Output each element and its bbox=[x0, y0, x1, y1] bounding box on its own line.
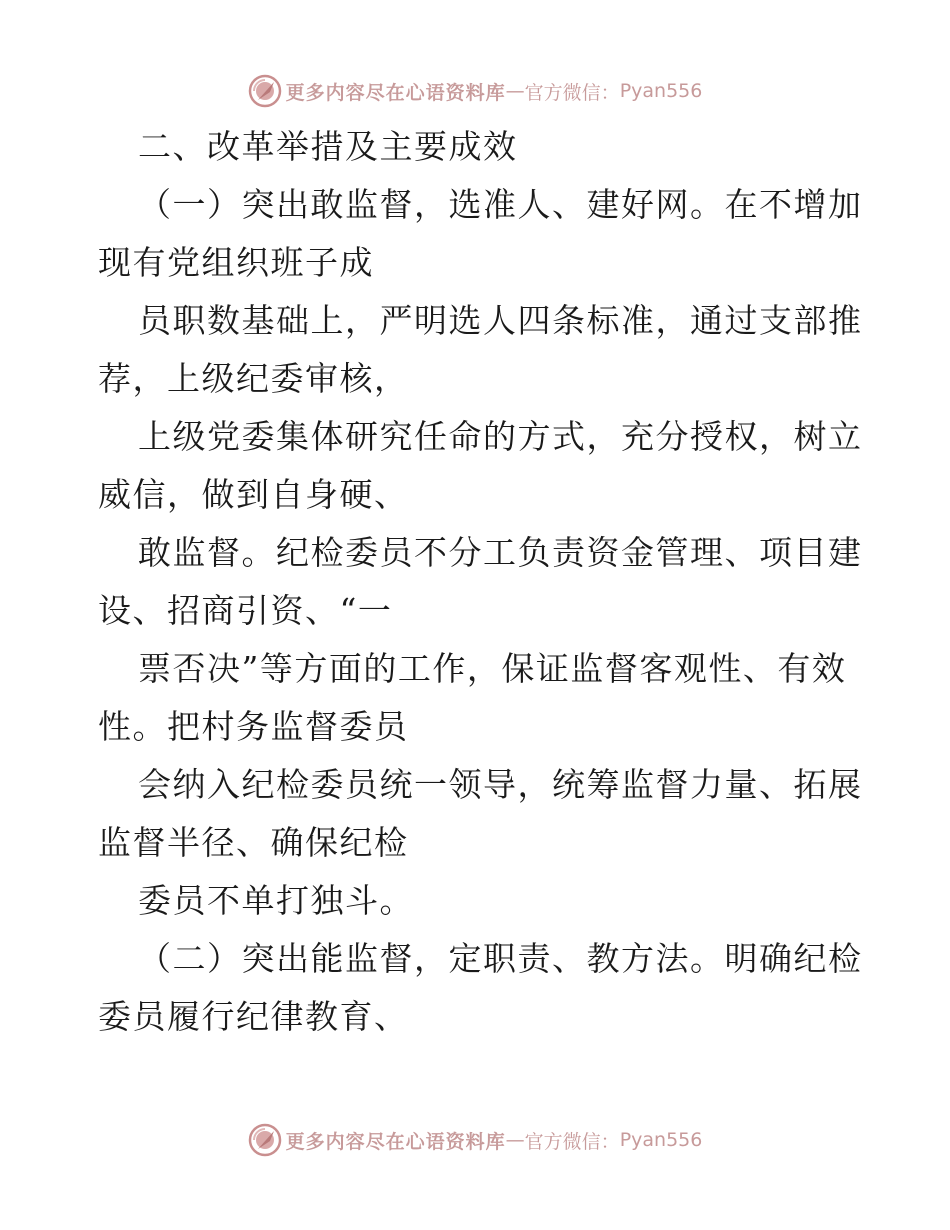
paragraph-line: 会纳入纪检委员统一领导，统筹监督力量、拓展 bbox=[138, 765, 863, 804]
paragraph-line: 票否决”等方面的工作，保证监督客观性、有效 bbox=[138, 649, 847, 688]
paragraph-line: 设、招商引资、“一 bbox=[98, 591, 393, 630]
watermark-separator: — bbox=[505, 80, 525, 102]
watermark-contact-id: Pyan556 bbox=[619, 80, 703, 102]
paragraph-line: （一）突出敢监督，选准人、建好网。在不增加 bbox=[138, 185, 863, 224]
quill-emblem-icon bbox=[248, 1123, 282, 1157]
document-body bbox=[98, 118, 863, 1046]
paragraph-line: 委员不单打独斗。 bbox=[138, 881, 414, 920]
watermark-brand: 更多内容尽在心语资料库 bbox=[285, 1130, 506, 1153]
header-watermark bbox=[0, 71, 950, 111]
paragraph-line: 上级党委集体研究任命的方式，充分授权，树立 bbox=[138, 417, 863, 456]
watermark-separator: — bbox=[505, 1129, 525, 1151]
paragraph-line: 威信，做到自身硬、 bbox=[98, 475, 409, 514]
watermark-contact-id: Pyan556 bbox=[619, 1129, 703, 1151]
paragraph-line: 敢监督。纪检委员不分工负责资金管理、项目建 bbox=[138, 533, 863, 572]
section-heading: 二、改革举措及主要成效 bbox=[138, 127, 518, 166]
watermark-contact-label: 官方微信： bbox=[524, 81, 620, 104]
paragraph-line: （二）突出能监督，定职责、教方法。明确纪检 bbox=[138, 939, 863, 978]
paragraph-line: 委员履行纪律教育、 bbox=[98, 997, 409, 1036]
paragraph-line: 监督半径、确保纪检 bbox=[98, 823, 409, 862]
watermark-brand: 更多内容尽在心语资料库 bbox=[285, 81, 506, 104]
footer-watermark bbox=[0, 1120, 950, 1160]
paragraph-line: 性。把村务监督委员 bbox=[98, 707, 409, 746]
paragraph-line: 员职数基础上，严明选人四条标准，通过支部推 bbox=[138, 301, 863, 340]
quill-emblem-icon bbox=[248, 74, 282, 108]
paragraph-line: 现有党组织班子成 bbox=[98, 243, 374, 282]
paragraph-line: 荐，上级纪委审核， bbox=[98, 359, 409, 398]
watermark-contact-label: 官方微信： bbox=[524, 1130, 620, 1153]
